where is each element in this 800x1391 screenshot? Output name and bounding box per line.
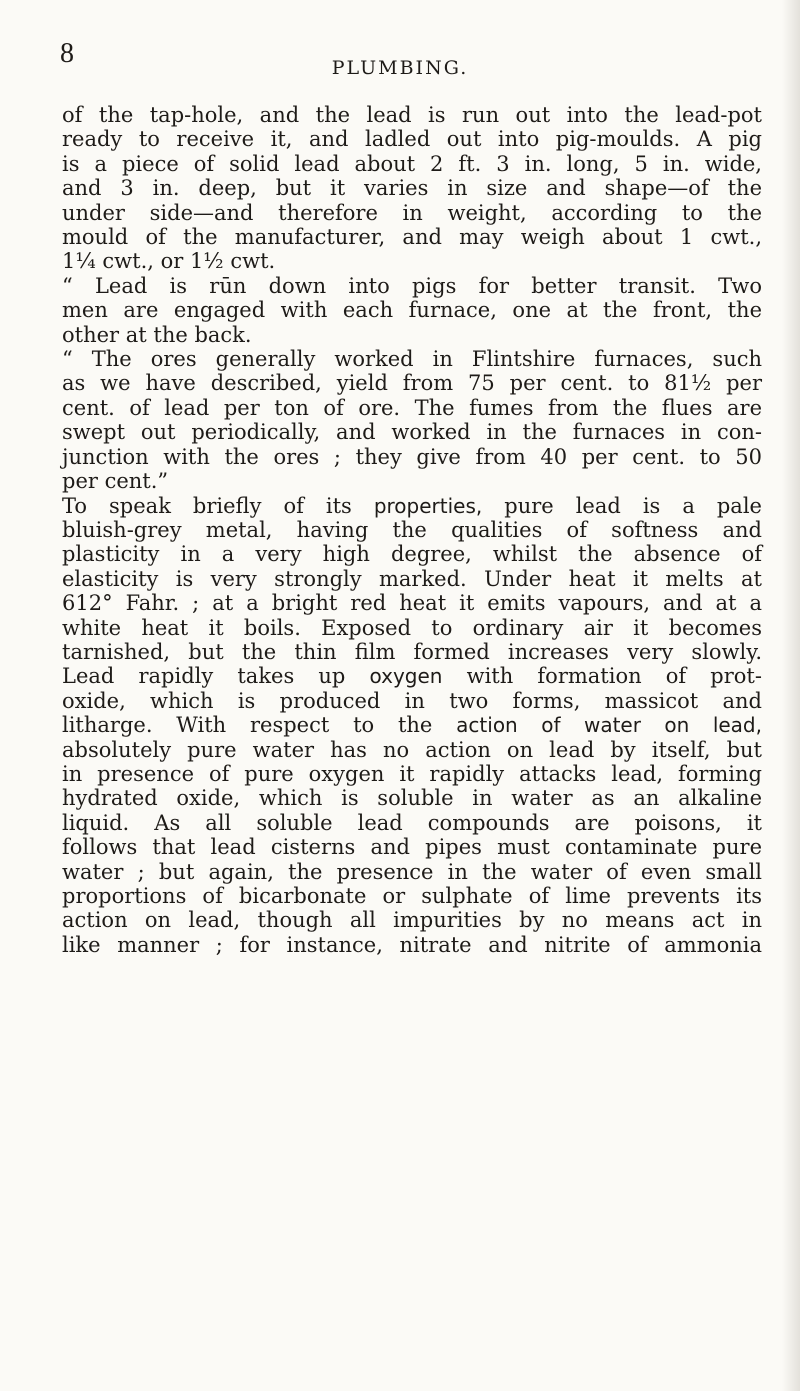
text-line: oxide, which is produced in two forms, massicot and	[62, 688, 762, 713]
text-line: per cent.”	[62, 469, 169, 494]
text-line: mould of the manufacturer, and may weigh about 1 cwt.,	[62, 225, 762, 250]
text-line: ready to receive it, and ladled out into pig-moulds. A pig	[62, 127, 762, 152]
text-line: white heat it boils. Exposed to ordinary air it becomes	[62, 615, 762, 640]
text-line: water ; but again, the presence in the water of even small	[62, 859, 762, 884]
text-line: liquid. As all soluble lead compounds are poisons, it	[62, 810, 762, 835]
text-line: swept out periodically, and worked in the furnaces in con-	[62, 420, 762, 445]
text-line: proportions of bicarbonate or sulphate of lime prevents its	[62, 884, 762, 908]
text-line: cent. of lead per ton of ore. The fumes from the flues are	[62, 395, 762, 420]
text-line: is a piece of solid lead about 2 ft. 3 in. long, 5 in. wide,	[62, 151, 762, 176]
text-line: junction with the ores ; they give from 40 per cent. to 50	[62, 444, 762, 469]
page-number: 8	[60, 38, 74, 69]
sidenote-keyword: action of water on lead,	[456, 713, 762, 738]
text-line	[62, 664, 762, 688]
body-text	[62, 103, 762, 957]
text-line: under side—and therefore in weight, according to the	[62, 200, 762, 225]
text-line: and 3 in. deep, but it varies in size and shape—of the	[62, 176, 762, 201]
text-line: of the tap-hole, and the lead is run out into the lead-pot	[62, 103, 762, 127]
text-line: like manner ; for instance, nitrate and nitrite of ammonia	[62, 932, 762, 957]
sidenote-keyword: oxygen	[369, 664, 443, 689]
text-run: pure lead is a pale	[504, 493, 762, 518]
text-line: bluish-grey metal, having the qualities of softness and	[62, 517, 762, 542]
sidenote-keyword: properties,	[373, 493, 483, 518]
text-line: “ Lead is rūn down into pigs for better transit. Two	[62, 273, 762, 298]
text-line: men are engaged with each furnace, one at the front, the	[62, 298, 762, 323]
text-line: elasticity is very strongly marked. Under heat it melts at	[62, 566, 762, 591]
text-line: other at the back.	[62, 322, 252, 347]
text-run: Lead rapidly takes up	[62, 664, 346, 689]
text-run: with formation of prot-	[466, 664, 762, 689]
text-line: hydrated oxide, which is soluble in water as an alkaline	[62, 786, 762, 811]
text-line: 612° Fahr. ; at a bright red heat it emits vapours, and at a	[62, 591, 762, 616]
text-line: follows that lead cisterns and pipes must contaminate pure	[62, 835, 762, 860]
text-line: “ The ores generally worked in Flintshire furnaces, such	[62, 347, 762, 372]
text-line: absolutely pure water has no action on lead by itself, but	[62, 737, 762, 762]
page-edge-shadow	[782, 0, 800, 1391]
text-line: 1¼ cwt., or 1½ cwt.	[62, 249, 276, 274]
text-run: litharge. With respect to the	[62, 713, 433, 738]
text-line: plasticity in a very high degree, whilst the absence of	[62, 542, 762, 567]
text-line	[62, 494, 762, 518]
text-line: action on lead, though all impurities by no means act in	[62, 908, 762, 933]
text-line	[62, 713, 762, 737]
text-run: To speak briefly of its	[62, 493, 352, 518]
text-line: tarnished, but the thin film formed increases very slowly.	[62, 639, 762, 664]
text-line: in presence of pure oxygen it rapidly attacks lead, forming	[62, 761, 762, 786]
running-head: PLUMBING.	[331, 57, 469, 79]
text-line: as we have described, yield from 75 per cent. to 81½ per	[62, 371, 762, 396]
